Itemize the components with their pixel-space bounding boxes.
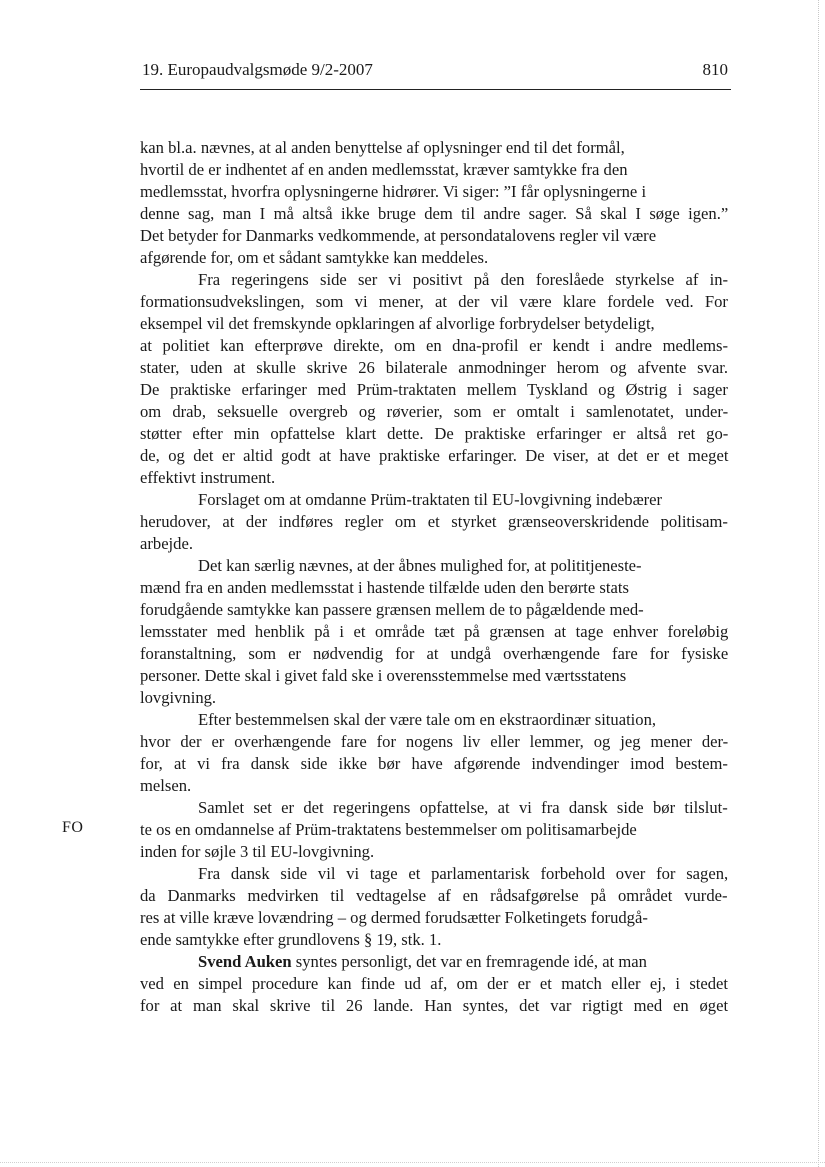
speaker-line-text: syntes personligt, det var en fremragende idé, at man	[291, 952, 647, 971]
text-line: for, at vi fra dansk side ikke bør have afgørende indvendinger imod bestem-	[140, 754, 728, 773]
page-number: 810	[702, 60, 728, 79]
scan-edge-right	[818, 0, 819, 1167]
speaker-name: Svend Auken	[198, 952, 292, 971]
text-line: effektivt instrument.	[140, 468, 276, 487]
speaker-line	[198, 951, 647, 973]
text-line: arbejde.	[140, 534, 193, 553]
text-line: støtter efter min opfattelse klart dette. De praktiske erfaringer er altså ret go-	[140, 424, 729, 443]
text-line: lovgivning.	[140, 688, 217, 707]
scan-edge-bottom	[0, 1162, 825, 1163]
text-line: medlemsstat, hvorfra oplysningerne hidrører. Vi siger: ”I får oplysningerne i	[140, 182, 647, 201]
text-line: hvortil de er indhentet af en anden medlemsstat, kræver samtykke fra den	[140, 160, 628, 179]
running-header	[142, 60, 730, 84]
text-line: Forslaget om at omdanne Prüm-traktaten til EU-lovgivning indebærer	[198, 490, 663, 509]
text-line: mænd fra en anden medlemsstat i hastende tilfælde uden den berørte stats	[140, 578, 629, 597]
text-line: formationsudvekslingen, som vi mener, at der vil være klare fordele ved. For	[140, 292, 728, 311]
text-line: Det kan særlig nævnes, at der åbnes mulighed for, at polititjeneste-	[198, 556, 642, 575]
text-line: eksempel vil det fremskynde opklaringen af alvorlige forbrydelser betydeligt,	[140, 314, 655, 333]
margin-note: FO	[62, 819, 84, 836]
text-line: for at man skal skrive til 26 lande. Han syntes, det var rigtigt med en øget	[140, 996, 729, 1015]
text-line: herudover, at der indføres regler om et styrket grænseoverskridende politisam-	[140, 512, 728, 531]
text-line: kan bl.a. nævnes, at al anden benyttelse af oplysninger end til det formål,	[140, 138, 625, 157]
text-line: ende samtykke efter grundlovens § 19, stk. 1.	[140, 930, 442, 949]
text-line: personer. Dette skal i givet fald ske i overensstemmelse med værtsstatens	[140, 666, 627, 685]
text-line: hvor der er overhængende fare for nogens liv eller lemmer, og jeg mener der-	[140, 732, 729, 751]
text-line: at politiet kan efterprøve direkte, om en dna-profil er kendt i andre medlems-	[140, 336, 729, 355]
text-line: foranstaltning, som er nødvendig for at undgå overhængende fare for fysiske	[140, 644, 729, 663]
text-line: afgørende for, om et sådant samtykke kan meddeles.	[140, 248, 489, 267]
text-line: Fra dansk side vil vi tage et parlamentarisk forbehold over for sagen,	[198, 864, 729, 883]
text-line: Fra regeringens side ser vi positivt på den foreslåede styrkelse af in-	[198, 270, 729, 289]
text-line: lemsstater med henblik på i et område tæt på grænsen at tage enhver foreløbig	[140, 622, 729, 641]
header-rule	[140, 89, 731, 90]
text-line: stater, uden at skulle skrive 26 bilaterale anmodninger herom og afvente svar.	[140, 358, 729, 377]
text-line: De praktiske erfaringer med Prüm-traktaten mellem Tyskland og Østrig i sager	[140, 380, 728, 399]
text-line: melsen.	[140, 776, 192, 795]
text-line: om drab, seksuelle overgreb og røverier, som er omtalt i samlenotatet, under-	[140, 402, 729, 421]
text-line: Efter bestemmelsen skal der være tale om en ekstraordinær situation,	[198, 710, 657, 729]
text-line: de, og det er altid godt at have praktiske erfaringer. De viser, at det er et meget	[140, 446, 729, 465]
text-line: te os en omdannelse af Prüm-traktatens bestemmelser om politisamarbejde	[140, 820, 637, 839]
text-line: ved en simpel procedure kan finde ud af, om der er et match eller ej, i stedet	[140, 974, 729, 993]
text-line: res at ville kræve lovændring – og dermed forudsætter Folketingets forudgå-	[140, 908, 648, 927]
text-line: denne sag, man I må altså ikke bruge dem til andre sager. Så skal I søge igen.”	[140, 204, 729, 223]
text-line: Samlet set er det regeringens opfattelse, at vi fra dansk side bør tilslut-	[198, 798, 728, 817]
text-line: inden for søjle 3 til EU-lovgivning.	[140, 842, 375, 861]
text-line: da Danmarks medvirken til vedtagelse af en rådsafgørelse på området vurde-	[140, 886, 728, 905]
header-title: 19. Europaudvalgsmøde 9/2-2007	[142, 60, 373, 79]
text-line: forudgående samtykke kan passere grænsen mellem de to pågældende med-	[140, 600, 644, 619]
text-line: Det betyder for Danmarks vedkommende, at persondatalovens regler vil være	[140, 226, 657, 245]
